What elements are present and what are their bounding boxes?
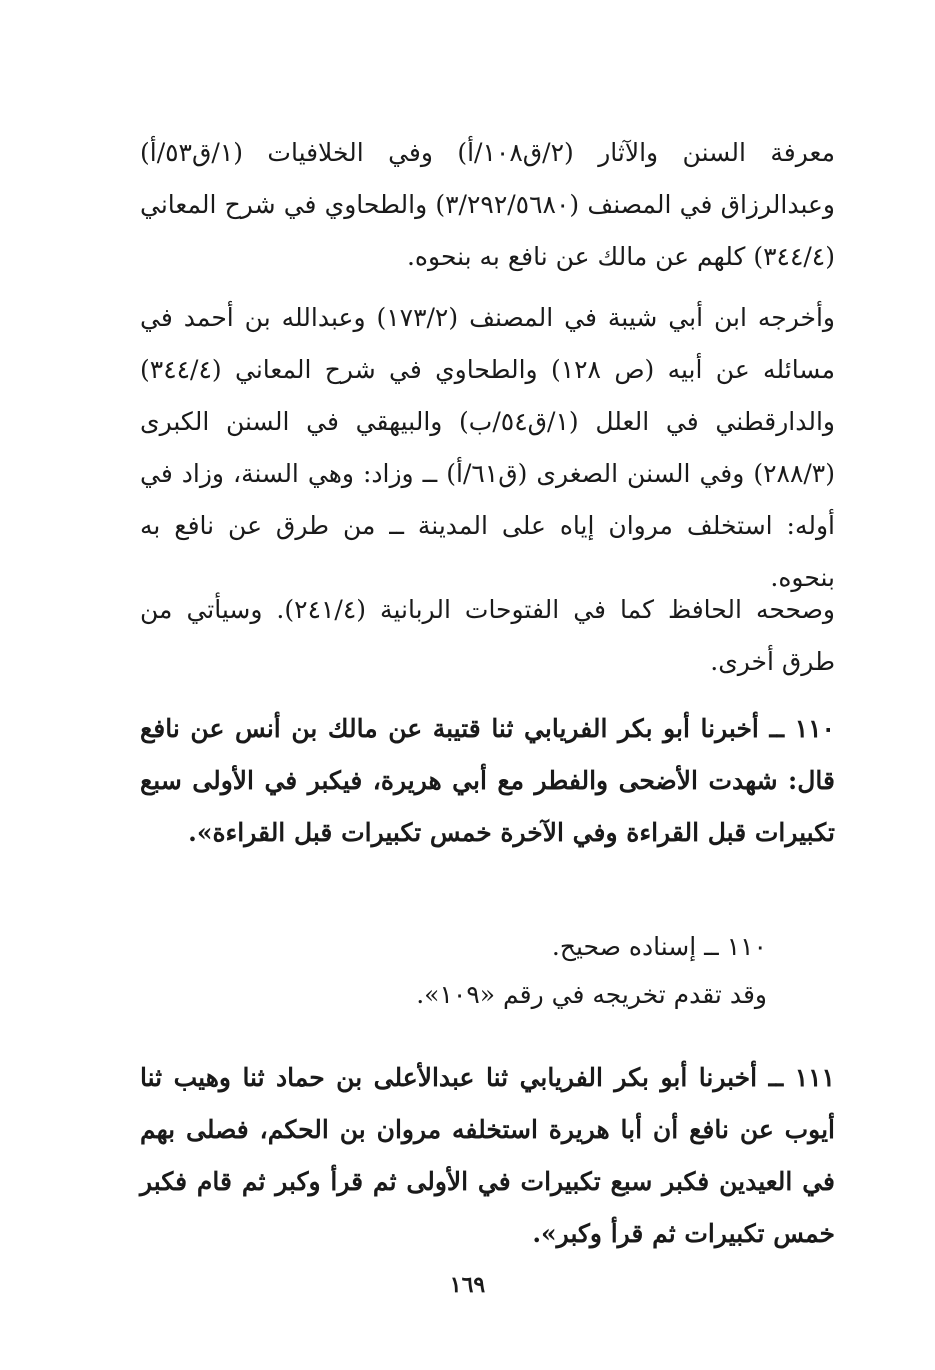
hadith-111-text: ١١١ ــ أخبرنا أبو بكر الفريابي ثنا عبدالأعلى بن حماد ثنا وهيب ثنا أيوب عن نافع أن أبا هريرة استخلفه مروان بن الحكم، فصلى بهم في العيدين فكبر سبع تكبيرات في الأولى ثم قرأ وكبر ثم قام فكبر خمس تكبيرات ثم قرأ وكبر». <box>140 1063 835 1248</box>
hadith-110-note-line-1: ١١٠ ــ إسناده صحيح. <box>551 932 767 961</box>
page-number: ١٦٩ <box>449 1272 486 1298</box>
hadith-110-note <box>140 923 767 1019</box>
hadith-110-note-line-2: وقد تقدم تخريجه في رقم «١٠٩». <box>416 980 767 1009</box>
tashih-paragraph: وصححه الحافظ كما في الفتوحات الربانية (٢٤١/٤). وسيأتي من طرق أخرى. <box>140 595 835 676</box>
footnote-continuation-paragraph: معرفة السنن والآثار (٢/ق١٠٨/أ) وفي الخلافيات (١/ق٥٣/أ) وعبدالرزاق في المصنف (٣/٢٩٢/٥٦٨٠) والطحاوي في شرح المعاني (٣٤٤/٤) كلهم عن مالك عن نافع به بنحوه. <box>140 138 835 271</box>
takhrij-paragraph: وأخرجه ابن أبي شيبة في المصنف (١٧٣/٢) وعبدالله بن أحمد في مسائله عن أبيه (ص ١٢٨) والطحاوي في شرح المعاني (٣٤٤/٤) والدارقطني في العلل (١/ق٥٤/ب) والبيهقي في السنن الكبرى (٢٨٨/٣) وفي السنن الصغرى (ق٦١/أ) ــ وزاد: وهي السنة، وزاد في أوله: استخلف مروان إياه على المدينة ــ من طرق عن نافع به بنحوه. <box>140 303 835 592</box>
hadith-110-text: ١١٠ ــ أخبرنا أبو بكر الفريابي ثنا قتيبة عن مالك بن أنس عن نافع قال: شهدت الأضحى والفطر مع أبي هريرة، فيكبر في الأولى سبع تكبيرات قبل القراءة وفي الآخرة خمس تكبيرات قبل القراءة». <box>140 714 835 847</box>
